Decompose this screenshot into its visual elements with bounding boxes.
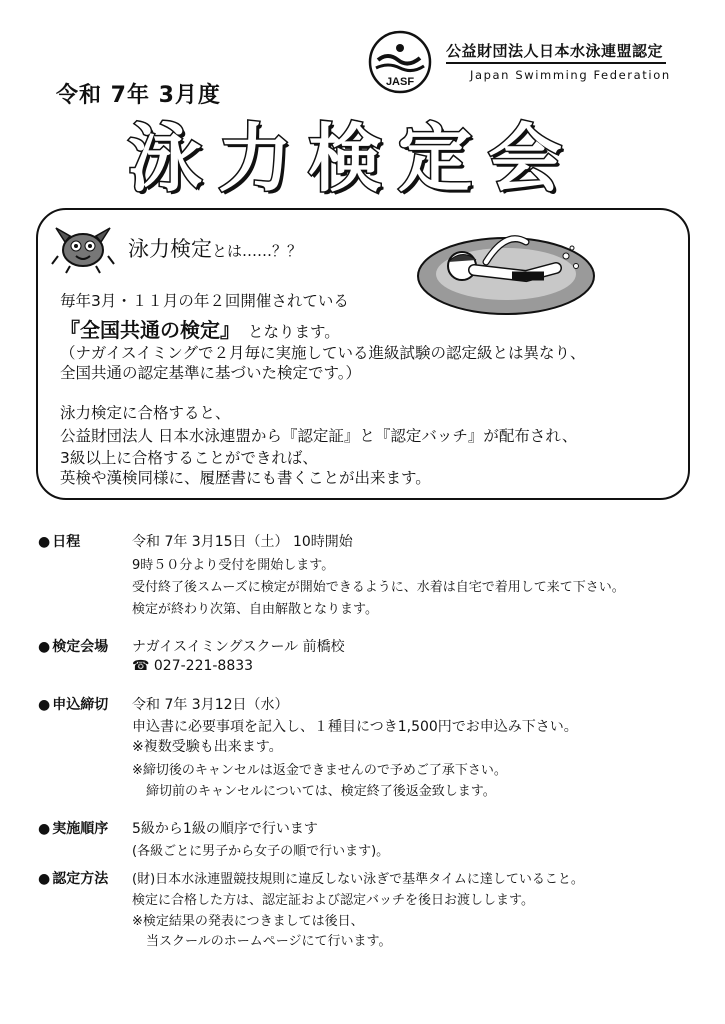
deadline-line: 締切前のキャンセルについては、検定終了後返金致します。 [146,784,496,799]
schedule-line: 受付終了後スムーズに検定が開始できるように、水着は自宅で着用して来て下さい。 [132,580,625,595]
method-line: 検定に合格した方は、認定証および認定バッチを後日お渡しします。 [132,893,534,908]
org-divider [446,62,666,64]
deadline-line: 申込書に必要事項を記入し、１種目につき1,500円でお申込み下さい。 [132,719,578,735]
intro-emphasis: 『全国共通の検定』 [60,318,240,342]
intro-line: 全国共通の認定基準に基づいた検定です。） [60,364,362,382]
schedule-line: 検定が終わり次第、自由解散となります。 [132,602,378,617]
intro-line: 泳力検定に合格すると、 [60,404,231,422]
intro-line-tail: となります。 [248,323,340,341]
schedule-line: 9時５０分より受付を開始します。 [132,558,335,573]
deadline-line: ※締切後のキャンセルは返金できませんので予めご了承下さい。 [132,763,507,778]
deadline-line: ※複数受験も出来ます。 [132,739,283,755]
intro-heading [128,233,302,263]
intro-heading-main: 泳力検定 [128,237,212,261]
deadline-label: ● 申込締切 [38,697,109,713]
season-label: 令和 7年 3月度 [56,83,221,108]
intro-line: 毎年3月・１１月の年２回開催されている [60,292,349,310]
schedule-line: 令和 7年 3月15日（土） 10時開始 [132,534,353,550]
swimmer-illustration [416,226,596,318]
intro-line: 英検や漢検同様に、履歴書にも書くことが出来ます。 [60,469,431,487]
method-line: (財)日本水泳連盟競技規則に違反しない泳ぎで基準タイムに達していること。 [132,872,584,887]
schedule-label: ● 日程 [38,534,81,550]
method-line: ※検定結果の発表につきましては後日、 [132,914,364,929]
intro-line: （ナガイスイミングで２月毎に実施している進級試験の認定級とは異なり、 [60,344,586,362]
venue-name: ナガイスイミングスクール 前橋校 [132,639,345,655]
order-line: (各級ごとに男子から女子の順で行います)。 [132,844,390,859]
intro-heading-suffix: とは……？？ [212,242,303,260]
venue-label: ● 検定会場 [38,639,109,655]
order-label: ● 実施順序 [38,821,109,837]
intro-line [60,314,340,343]
page-title: 泳力検定会 [128,116,578,202]
method-label: ● 認定方法 [38,871,109,887]
org-title: 公益財団法人日本水泳連盟認定 [446,42,664,60]
jasf-logo [364,30,436,94]
svg-text:JASF: JASF [385,76,415,88]
order-line: 5級から1級の順序で行います [132,821,318,837]
mascot-icon [50,218,116,274]
method-line: 当スクールのホームページにて行います。 [146,934,392,949]
deadline-line: 令和 7年 3月12日（水） [132,697,289,713]
intro-line: 公益財団法人 日本水泳連盟から『認定証』と『認定バッチ』が配布され、 [60,427,578,445]
org-english-name: Japan Swimming Federation [470,68,671,82]
intro-line: 3級以上に合格することができれば、 [60,449,318,467]
venue-phone: ☎ 027-221-8833 [132,658,254,674]
